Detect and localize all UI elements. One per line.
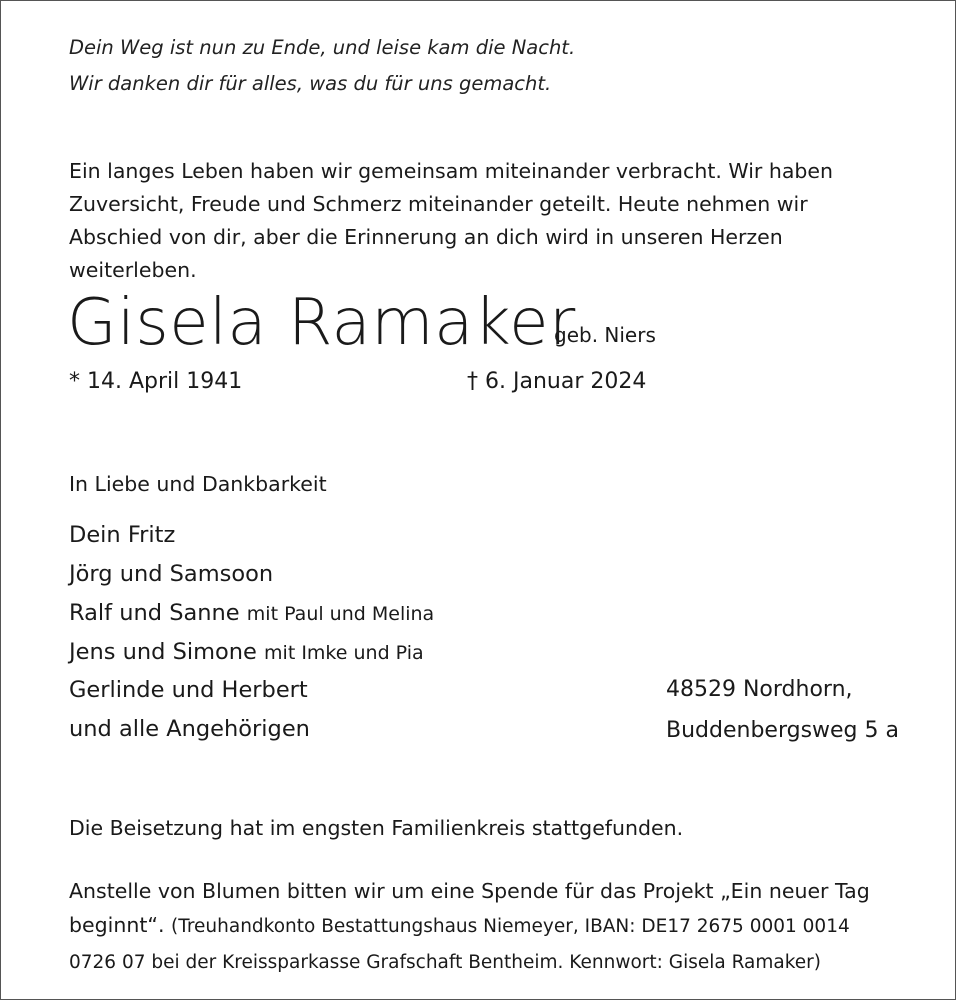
mourner-ralf-main: Ralf und Sanne (69, 600, 240, 626)
birth-date: * 14. April 1941 (69, 369, 243, 394)
mourner-jens-main: Jens und Simone (69, 639, 257, 665)
poem-line-2: Wir danken dir für alles, was du für uns gemacht. (69, 72, 552, 95)
deceased-name: Gisela Ramaker (67, 286, 576, 360)
donation-main: Anstelle von Blumen bitten wir um eine Spende für das Projekt „Ein neuer Tag beginnt“. (69, 879, 870, 937)
donation-details: (Treuhandkonto Bestattungshaus Niemeyer, IBAN: DE17 2675 0001 0014 0726 07 bei der Kreissparkasse Grafschaft Bentheim. Kennwort: Gisela Ramaker) (69, 916, 850, 973)
address-street: Buddenbergsweg 5 a (666, 718, 899, 743)
donation-note (69, 874, 899, 980)
intro-paragraph: Ein langes Leben haben wir gemeinsam miteinander verbracht. Wir haben Zuversicht, Freude und Schmerz miteinander geteilt. Heute nehmen wir Abschied von dir, aber die Erinnerung an dich wird in unseren Herzen weiterleben. (69, 159, 834, 282)
address-city: 48529 Nordhorn, (666, 677, 853, 702)
mourner-fritz: Dein Fritz (69, 522, 176, 548)
mourner-ralf (69, 600, 434, 626)
mourner-jens (69, 639, 424, 665)
mourner-ralf-children: mit Paul und Melina (246, 603, 435, 625)
death-date: † 6. Januar 2024 (467, 369, 647, 394)
birth-name: geb. Niers (554, 323, 656, 347)
poem-line-1: Dein Weg ist nun zu Ende, und leise kam die Nacht. (69, 36, 576, 59)
mourner-jens-children: mit Imke und Pia (264, 642, 424, 664)
dedication: In Liebe und Dankbarkeit (69, 472, 327, 496)
mourner-joerg: Jörg und Samsoon (69, 561, 274, 587)
mourner-all: und alle Angehörigen (69, 716, 310, 742)
mourner-gerlinde: Gerlinde und Herbert (69, 677, 308, 703)
burial-note: Die Beisetzung hat im engsten Familienkreis stattgefunden. (69, 816, 684, 840)
